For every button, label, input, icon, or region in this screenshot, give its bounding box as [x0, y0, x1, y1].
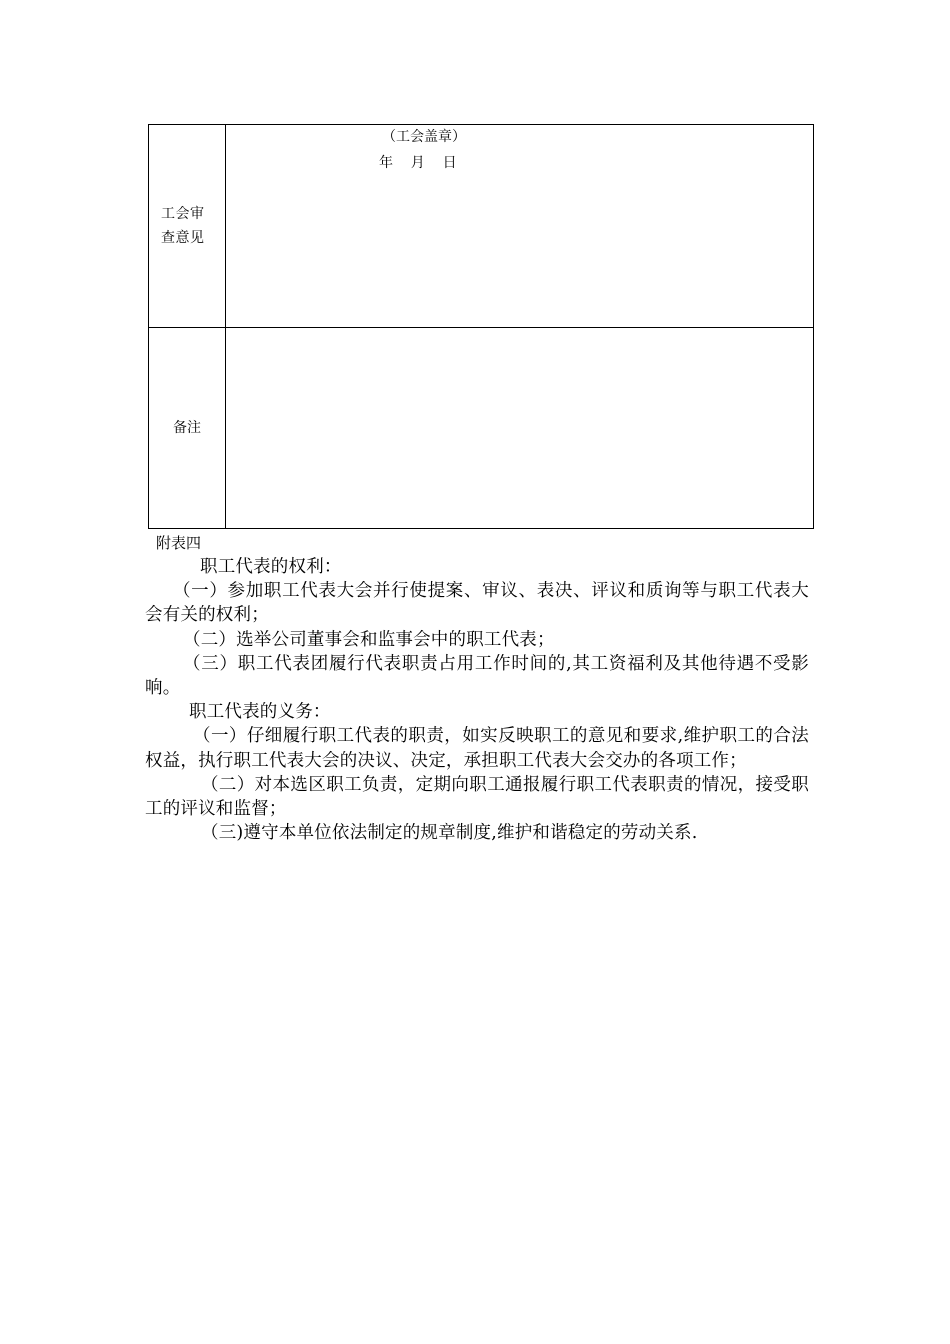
stamp-area — [226, 125, 813, 327]
remarks-label-cell — [149, 328, 226, 529]
review-label-cell — [149, 125, 226, 328]
duties-item: （一）仔细履行职工代表的职责，如实反映职工的意见和要求,维护职工的合法权益，执行职工代表大会的决议、决定，承担职工代表大会交办的各项工作； — [145, 726, 809, 771]
rights-item: （三）职工代表团履行代表职责占用工作时间的,其工资福利及其他待遇不受影响。 — [145, 653, 809, 699]
review-form-table — [148, 124, 814, 529]
body-text — [145, 555, 809, 845]
remarks-label: 备注 — [173, 420, 201, 436]
rights-heading: 职工代表的权利： — [200, 557, 342, 577]
table-row — [149, 328, 814, 529]
duties-heading: 职工代表的义务： — [189, 702, 331, 723]
union-stamp-text: （工会盖章） — [382, 129, 466, 145]
duties-item: （二）对本选区职工负责，定期向职工通报履行职工代表职责的情况，接受职工的评议和监督； — [145, 774, 809, 820]
review-content-cell — [226, 125, 814, 328]
rights-item: （二）选举公司董事会和监事会中的职工代表； — [183, 629, 555, 650]
remarks-content-cell — [226, 328, 814, 529]
table-row — [149, 125, 814, 328]
date-line: 年 月 日 — [379, 155, 457, 171]
appendix-title: 附表四 — [156, 534, 202, 552]
rights-item: （一）参加职工代表大会并行使提案、审议、表决、评议和质询等与职工代表大会有关的权利； — [145, 581, 809, 626]
review-label: 工会审查意见 — [161, 206, 205, 246]
duties-item: （三)遵守本单位依法制定的规章制度,维护和谐稳定的劳动关系. — [201, 823, 698, 844]
